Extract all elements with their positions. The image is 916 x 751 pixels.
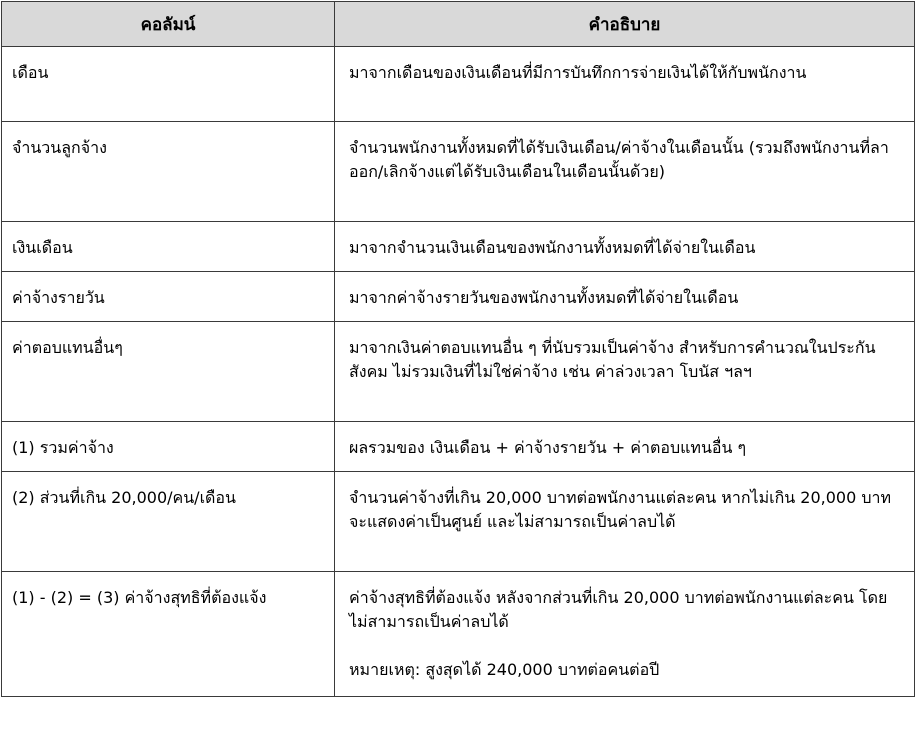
row-description: จำนวนพนักงานทั้งหมดที่ได้รับเงินเดือน/ค่าจ้างในเดือนนั้น (รวมถึงพนักงานที่ลาออก/เลิกจ้างแต่ได้รับเงินเดือนในเดือนนั้นด้วย) xyxy=(335,122,915,222)
row-description: จำนวนค่าจ้างที่เกิน 20,000 บาทต่อพนักงานแต่ละคน หากไม่เกิน 20,000 บาท จะแสดงค่าเป็นศูนย์ และไม่สามารถเป็นค่าลบได้ xyxy=(335,472,915,572)
row-column: จำนวนลูกจ้าง xyxy=(2,122,335,222)
table-header-row xyxy=(2,2,915,47)
row-column: เงินเดือน xyxy=(2,222,335,272)
header-column: คอลัมน์ xyxy=(2,2,335,47)
row-column: (1) รวมค่าจ้าง xyxy=(2,422,335,472)
header-description: คำอธิบาย xyxy=(335,2,915,47)
table-row xyxy=(2,272,915,322)
row-column: ค่าตอบแทนอื่นๆ xyxy=(2,322,335,422)
row-description: มาจากจำนวนเงินเดือนของพนักงานทั้งหมดที่ได้จ่ายในเดือน xyxy=(335,222,915,272)
row-column: (2) ส่วนที่เกิน 20,000/คน/เดือน xyxy=(2,472,335,572)
row-description-cell xyxy=(335,572,915,697)
table-row xyxy=(2,572,915,697)
table-row xyxy=(2,222,915,272)
table-row xyxy=(2,122,915,222)
row-description: มาจากเดือนของเงินเดือนที่มีการบันทึกการจ่ายเงินได้ให้กับพนักงาน xyxy=(335,47,915,122)
row-description: ค่าจ้างสุทธิที่ต้องแจ้ง หลังจากส่วนที่เกิน 20,000 บาทต่อพนักงานแต่ละคน โดยไม่สามารถเป็นค่าลบได้ xyxy=(349,588,888,631)
definition-table xyxy=(1,1,915,697)
row-column: ค่าจ้างรายวัน xyxy=(2,272,335,322)
row-column: เดือน xyxy=(2,47,335,122)
table-row xyxy=(2,322,915,422)
row-description: มาจากค่าจ้างรายวันของพนักงานทั้งหมดที่ได้จ่ายในเดือน xyxy=(335,272,915,322)
row-column: (1) - (2) = (3) ค่าจ้างสุทธิที่ต้องแจ้ง xyxy=(2,572,335,697)
table-row xyxy=(2,472,915,572)
table-row xyxy=(2,47,915,122)
row-note: หมายเหตุ: สูงสุดได้ 240,000 บาทต่อคนต่อปี xyxy=(349,660,660,679)
table-row xyxy=(2,422,915,472)
row-description: ผลรวมของ เงินเดือน + ค่าจ้างรายวัน + ค่าตอบแทนอื่น ๆ xyxy=(335,422,915,472)
row-description: มาจากเงินค่าตอบแทนอื่น ๆ ที่นับรวมเป็นค่าจ้าง สำหรับการคำนวณในประกันสังคม ไม่รวมเงินที่ไม่ใช่ค่าจ้าง เช่น ค่าล่วงเวลา โบนัส ฯลฯ xyxy=(335,322,915,422)
